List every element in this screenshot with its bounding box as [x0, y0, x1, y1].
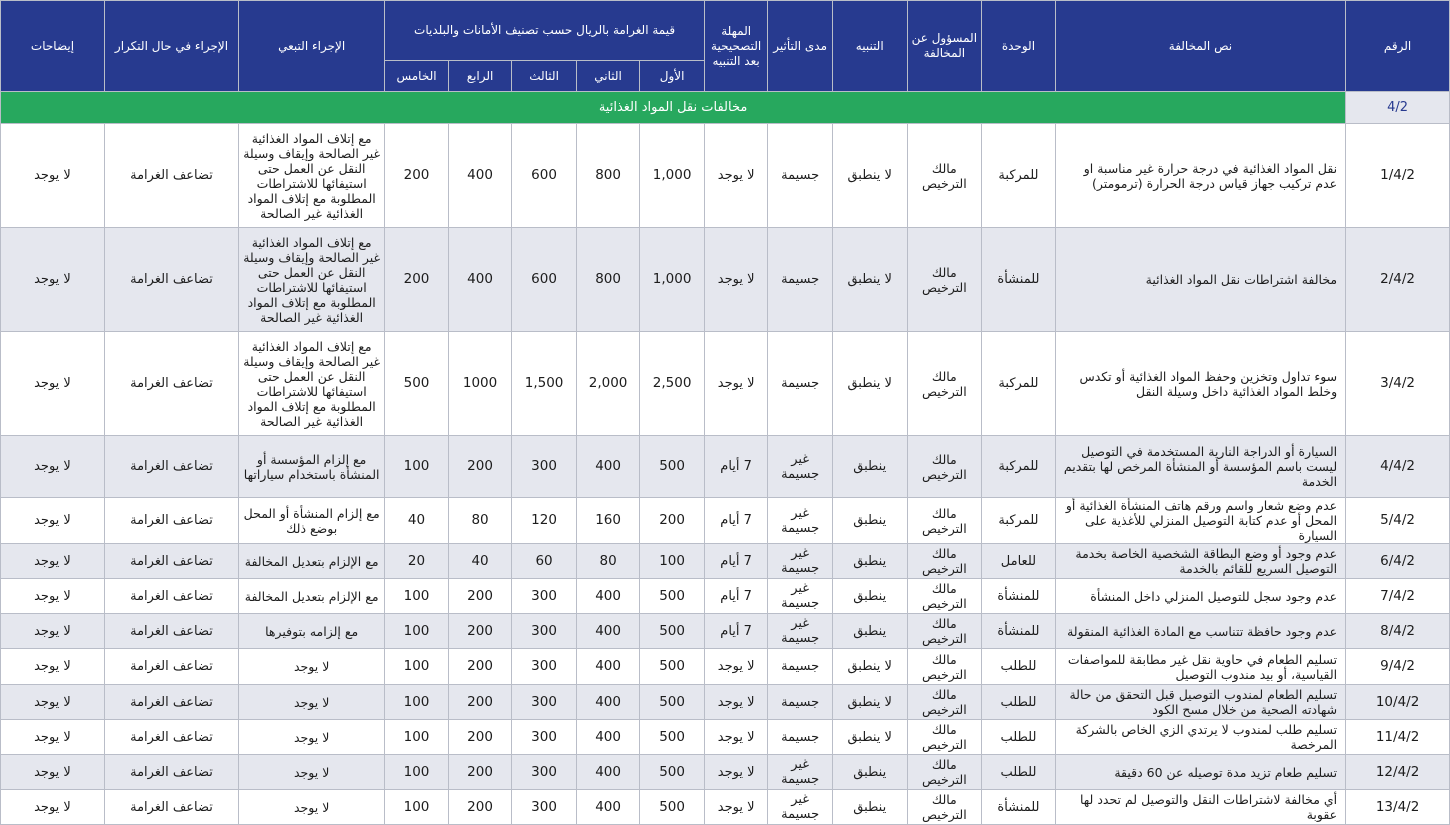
fine-2-cell: 400 [576, 720, 640, 755]
header-num: الرقم [1346, 1, 1450, 92]
fine-1-cell: 2,500 [640, 332, 705, 436]
unit-cell: للمركبة [982, 124, 1056, 228]
repeat-cell: تضاعف الغرامة [104, 228, 238, 332]
responsible-cell: مالك الترخيص [907, 579, 982, 614]
repeat-cell: تضاعف الغرامة [104, 436, 238, 498]
warning-cell: ينطبق [832, 790, 907, 825]
impact-cell: غير جسيمة [768, 544, 833, 579]
grace-cell: 7 أيام [704, 579, 768, 614]
fine-1-cell: 1,000 [640, 228, 705, 332]
fine-5-cell: 100 [385, 720, 449, 755]
fine-4-cell: 200 [448, 685, 512, 720]
followup-cell: مع إتلاف المواد الغذائية غير الصالحة وإيقاف وسيلة النقل عن العمل حتى استيفائها للاشتراطات المطلوبة مع إتلاف المواد الغذائية غير الصالحة [239, 124, 385, 228]
grace-cell: لا يوجد [704, 124, 768, 228]
fine-3-cell: 300 [512, 790, 577, 825]
impact-cell: غير جسيمة [768, 436, 833, 498]
header-fine-3: الثالث [512, 61, 577, 92]
responsible-cell: مالك الترخيص [907, 755, 982, 790]
fine-4-cell: 400 [448, 228, 512, 332]
notes-cell: لا يوجد [1, 436, 105, 498]
fine-5-cell: 100 [385, 790, 449, 825]
impact-cell: جسيمة [768, 228, 833, 332]
fine-1-cell: 500 [640, 649, 705, 685]
fine-4-cell: 200 [448, 614, 512, 649]
grace-cell: لا يوجد [704, 332, 768, 436]
fine-4-cell: 80 [448, 498, 512, 544]
violation-text: عدم وجود حافظة تتناسب مع المادة الغذائية المنقولة [1055, 614, 1345, 649]
responsible-cell: مالك الترخيص [907, 498, 982, 544]
responsible-cell: مالك الترخيص [907, 649, 982, 685]
fine-1-cell: 500 [640, 436, 705, 498]
warning-cell: لا ينطبق [832, 124, 907, 228]
repeat-cell: تضاعف الغرامة [104, 649, 238, 685]
fine-1-cell: 500 [640, 685, 705, 720]
repeat-cell: تضاعف الغرامة [104, 720, 238, 755]
fine-4-cell: 40 [448, 544, 512, 579]
responsible-cell: مالك الترخيص [907, 332, 982, 436]
fine-3-cell: 300 [512, 614, 577, 649]
followup-cell: مع الإلزام بتعديل المخالفة [239, 579, 385, 614]
violation-text: تسليم طلب لمندوب لا يرتدي الزي الخاص بالشركة المرخصة [1055, 720, 1345, 755]
fine-3-cell: 600 [512, 228, 577, 332]
fine-5-cell: 100 [385, 436, 449, 498]
header-followup: الإجراء التبعي [239, 1, 385, 92]
violation-text: سوء تداول وتخزين وحفظ المواد الغذائية أو تكدس وخلط المواد الغذائية داخل وسيلة النقل [1055, 332, 1345, 436]
violation-text: تسليم الطعام في حاوية نقل غير مطابقة للمواصفات القياسية، أو بيد مندوب التوصيل [1055, 649, 1345, 685]
notes-cell: لا يوجد [1, 544, 105, 579]
fine-4-cell: 200 [448, 790, 512, 825]
unit-cell: للطلب [982, 755, 1056, 790]
table-row [1, 544, 1450, 579]
grace-cell: لا يوجد [704, 790, 768, 825]
row-number: 10/4/2 [1346, 685, 1450, 720]
unit-cell: للعامل [982, 544, 1056, 579]
fine-4-cell: 1000 [448, 332, 512, 436]
fine-5-cell: 100 [385, 755, 449, 790]
responsible-cell: مالك الترخيص [907, 720, 982, 755]
unit-cell: للمنشأة [982, 614, 1056, 649]
grace-cell: لا يوجد [704, 685, 768, 720]
fine-1-cell: 200 [640, 498, 705, 544]
row-number: 7/4/2 [1346, 579, 1450, 614]
impact-cell: غير جسيمة [768, 755, 833, 790]
header-grace: المهلة التصحيحية بعد التنبيه [704, 1, 768, 92]
violation-text: السيارة أو الدراجة النارية المستخدمة في التوصيل ليست باسم المؤسسة أو المنشأة المرخص لها بتقديم الخدمة [1055, 436, 1345, 498]
responsible-cell: مالك الترخيص [907, 228, 982, 332]
fine-5-cell: 100 [385, 685, 449, 720]
fine-2-cell: 400 [576, 649, 640, 685]
repeat-cell: تضاعف الغرامة [104, 755, 238, 790]
fine-3-cell: 300 [512, 649, 577, 685]
row-number: 12/4/2 [1346, 755, 1450, 790]
repeat-cell: تضاعف الغرامة [104, 544, 238, 579]
fine-2-cell: 800 [576, 124, 640, 228]
fine-3-cell: 1,500 [512, 332, 577, 436]
responsible-cell: مالك الترخيص [907, 124, 982, 228]
table-row [1, 124, 1450, 228]
section-number: 4/2 [1346, 92, 1450, 124]
warning-cell: لا ينطبق [832, 228, 907, 332]
warning-cell: ينطبق [832, 436, 907, 498]
followup-cell: لا يوجد [239, 649, 385, 685]
unit-cell: للمركبة [982, 498, 1056, 544]
grace-cell: 7 أيام [704, 498, 768, 544]
row-number: 13/4/2 [1346, 790, 1450, 825]
fine-3-cell: 300 [512, 720, 577, 755]
responsible-cell: مالك الترخيص [907, 614, 982, 649]
impact-cell: جسيمة [768, 332, 833, 436]
fine-5-cell: 100 [385, 579, 449, 614]
row-number: 2/4/2 [1346, 228, 1450, 332]
row-number: 6/4/2 [1346, 544, 1450, 579]
table-header [1, 1, 1450, 92]
fine-5-cell: 20 [385, 544, 449, 579]
repeat-cell: تضاعف الغرامة [104, 124, 238, 228]
header-text: نص المخالفة [1055, 1, 1345, 92]
violation-text: عدم وجود أو وضع البطاقة الشخصية الخاصة بخدمة التوصيل السريع للقائم بالخدمة [1055, 544, 1345, 579]
table-row [1, 790, 1450, 825]
fine-5-cell: 40 [385, 498, 449, 544]
fine-3-cell: 300 [512, 579, 577, 614]
row-number: 3/4/2 [1346, 332, 1450, 436]
violation-text: تسليم طعام تزيد مدة توصيله عن 60 دقيقة [1055, 755, 1345, 790]
responsible-cell: مالك الترخيص [907, 685, 982, 720]
section-row [1, 92, 1450, 124]
unit-cell: للمنشأة [982, 579, 1056, 614]
grace-cell: لا يوجد [704, 720, 768, 755]
followup-cell: مع إلزام المؤسسة أو المنشأة باستخدام سياراتها [239, 436, 385, 498]
fine-2-cell: 400 [576, 436, 640, 498]
notes-cell: لا يوجد [1, 755, 105, 790]
warning-cell: ينطبق [832, 544, 907, 579]
header-impact: مدى التأثير [768, 1, 833, 92]
warning-cell: لا ينطبق [832, 332, 907, 436]
repeat-cell: تضاعف الغرامة [104, 614, 238, 649]
unit-cell: للطلب [982, 685, 1056, 720]
repeat-cell: تضاعف الغرامة [104, 685, 238, 720]
fine-4-cell: 200 [448, 649, 512, 685]
fine-3-cell: 60 [512, 544, 577, 579]
fine-1-cell: 500 [640, 614, 705, 649]
impact-cell: جسيمة [768, 649, 833, 685]
notes-cell: لا يوجد [1, 720, 105, 755]
violation-text: أي مخالفة لاشتراطات النقل والتوصيل لم تحدد لها عقوبة [1055, 790, 1345, 825]
header-fine-1: الأول [640, 61, 705, 92]
fine-4-cell: 200 [448, 720, 512, 755]
header-unit: الوحدة [982, 1, 1056, 92]
header-fine-5: الخامس [385, 61, 449, 92]
repeat-cell: تضاعف الغرامة [104, 498, 238, 544]
responsible-cell: مالك الترخيص [907, 436, 982, 498]
header-responsible: المسؤول عن المخالفة [907, 1, 982, 92]
notes-cell: لا يوجد [1, 579, 105, 614]
fine-1-cell: 500 [640, 720, 705, 755]
responsible-cell: مالك الترخيص [907, 544, 982, 579]
fine-5-cell: 500 [385, 332, 449, 436]
unit-cell: للمركبة [982, 436, 1056, 498]
fine-2-cell: 160 [576, 498, 640, 544]
fine-5-cell: 100 [385, 614, 449, 649]
impact-cell: غير جسيمة [768, 790, 833, 825]
grace-cell: لا يوجد [704, 649, 768, 685]
table-row [1, 685, 1450, 720]
impact-cell: جسيمة [768, 685, 833, 720]
notes-cell: لا يوجد [1, 124, 105, 228]
warning-cell: ينطبق [832, 614, 907, 649]
fine-2-cell: 2,000 [576, 332, 640, 436]
fine-1-cell: 100 [640, 544, 705, 579]
violation-text: مخالفة اشتراطات نقل المواد الغذائية [1055, 228, 1345, 332]
violation-text: عدم وضع شعار واسم ورقم هاتف المنشأة الغذائية أو المحل أو عدم كتابة التوصيل المنزلي للأغذية على السيارة [1055, 498, 1345, 544]
unit-cell: للطلب [982, 720, 1056, 755]
section-title: مخالفات نقل المواد الغذائية [1, 92, 1346, 124]
followup-cell: مع إلزامه بتوفيرها [239, 614, 385, 649]
fine-4-cell: 200 [448, 579, 512, 614]
fine-4-cell: 200 [448, 436, 512, 498]
fine-3-cell: 300 [512, 685, 577, 720]
unit-cell: للمنشأة [982, 790, 1056, 825]
fine-2-cell: 80 [576, 544, 640, 579]
violation-text: تسليم الطعام لمندوب التوصيل قبل التحقق من حالة شهادته الصحية من خلال مسح الكود [1055, 685, 1345, 720]
repeat-cell: تضاعف الغرامة [104, 332, 238, 436]
notes-cell: لا يوجد [1, 790, 105, 825]
row-number: 5/4/2 [1346, 498, 1450, 544]
row-number: 11/4/2 [1346, 720, 1450, 755]
repeat-cell: تضاعف الغرامة [104, 579, 238, 614]
impact-cell: غير جسيمة [768, 579, 833, 614]
fine-1-cell: 1,000 [640, 124, 705, 228]
fine-2-cell: 400 [576, 579, 640, 614]
fine-5-cell: 100 [385, 649, 449, 685]
fine-3-cell: 120 [512, 498, 577, 544]
table-row [1, 579, 1450, 614]
fine-5-cell: 200 [385, 228, 449, 332]
table-row [1, 649, 1450, 685]
fine-4-cell: 200 [448, 755, 512, 790]
row-number: 9/4/2 [1346, 649, 1450, 685]
impact-cell: جسيمة [768, 124, 833, 228]
grace-cell: 7 أيام [704, 436, 768, 498]
followup-cell: لا يوجد [239, 790, 385, 825]
table-row [1, 436, 1450, 498]
followup-cell: لا يوجد [239, 720, 385, 755]
fine-3-cell: 600 [512, 124, 577, 228]
fine-3-cell: 300 [512, 755, 577, 790]
warning-cell: ينطبق [832, 498, 907, 544]
fine-2-cell: 400 [576, 790, 640, 825]
grace-cell: لا يوجد [704, 228, 768, 332]
notes-cell: لا يوجد [1, 498, 105, 544]
fine-1-cell: 500 [640, 790, 705, 825]
responsible-cell: مالك الترخيص [907, 790, 982, 825]
row-number: 4/4/2 [1346, 436, 1450, 498]
fine-5-cell: 200 [385, 124, 449, 228]
followup-cell: مع الإلزام بتعديل المخالفة [239, 544, 385, 579]
fine-2-cell: 800 [576, 228, 640, 332]
header-notes: إيضاحات [1, 1, 105, 92]
repeat-cell: تضاعف الغرامة [104, 790, 238, 825]
fine-1-cell: 500 [640, 579, 705, 614]
warning-cell: لا ينطبق [832, 685, 907, 720]
row-number: 8/4/2 [1346, 614, 1450, 649]
header-repeat: الإجراء في حال التكرار [104, 1, 238, 92]
followup-cell: لا يوجد [239, 685, 385, 720]
table-row [1, 332, 1450, 436]
followup-cell: لا يوجد [239, 755, 385, 790]
unit-cell: للطلب [982, 649, 1056, 685]
unit-cell: للمركبة [982, 332, 1056, 436]
warning-cell: ينطبق [832, 579, 907, 614]
fine-2-cell: 400 [576, 755, 640, 790]
grace-cell: 7 أيام [704, 544, 768, 579]
row-number: 1/4/2 [1346, 124, 1450, 228]
fine-4-cell: 400 [448, 124, 512, 228]
fine-2-cell: 400 [576, 614, 640, 649]
header-warning: التنبيه [832, 1, 907, 92]
violation-text: نقل المواد الغذائية في درجة حرارة غير مناسبة او عدم تركيب جهاز قياس درجة الحرارة (ترمومتر) [1055, 124, 1345, 228]
grace-cell: لا يوجد [704, 755, 768, 790]
notes-cell: لا يوجد [1, 649, 105, 685]
followup-cell: مع إلزام المنشأة أو المحل بوضع ذلك [239, 498, 385, 544]
notes-cell: لا يوجد [1, 332, 105, 436]
unit-cell: للمنشأة [982, 228, 1056, 332]
followup-cell: مع إتلاف المواد الغذائية غير الصالحة وإيقاف وسيلة النقل عن العمل حتى استيفائها للاشتراطات المطلوبة مع إتلاف المواد الغذائية غير الصالحة [239, 228, 385, 332]
notes-cell: لا يوجد [1, 685, 105, 720]
grace-cell: 7 أيام [704, 614, 768, 649]
fine-3-cell: 300 [512, 436, 577, 498]
table-row [1, 755, 1450, 790]
header-fine-2: الثاني [576, 61, 640, 92]
table-row [1, 720, 1450, 755]
impact-cell: غير جسيمة [768, 498, 833, 544]
warning-cell: لا ينطبق [832, 649, 907, 685]
notes-cell: لا يوجد [1, 614, 105, 649]
impact-cell: غير جسيمة [768, 614, 833, 649]
header-fine-4: الرابع [448, 61, 512, 92]
warning-cell: ينطبق [832, 755, 907, 790]
followup-cell: مع إتلاف المواد الغذائية غير الصالحة وإيقاف وسيلة النقل عن العمل حتى استيفائها للاشتراطات المطلوبة مع إتلاف المواد الغذائية غير الصالحة [239, 332, 385, 436]
table-row [1, 228, 1450, 332]
header-fine-group: قيمة الغرامة بالريال حسب تصنيف الأمانات والبلديات [385, 1, 705, 61]
table-body [1, 92, 1450, 825]
notes-cell: لا يوجد [1, 228, 105, 332]
fine-1-cell: 500 [640, 755, 705, 790]
table-row [1, 498, 1450, 544]
impact-cell: جسيمة [768, 720, 833, 755]
fine-2-cell: 400 [576, 685, 640, 720]
table-row [1, 614, 1450, 649]
violation-text: عدم وجود سجل للتوصيل المنزلي داخل المنشأة [1055, 579, 1345, 614]
warning-cell: لا ينطبق [832, 720, 907, 755]
